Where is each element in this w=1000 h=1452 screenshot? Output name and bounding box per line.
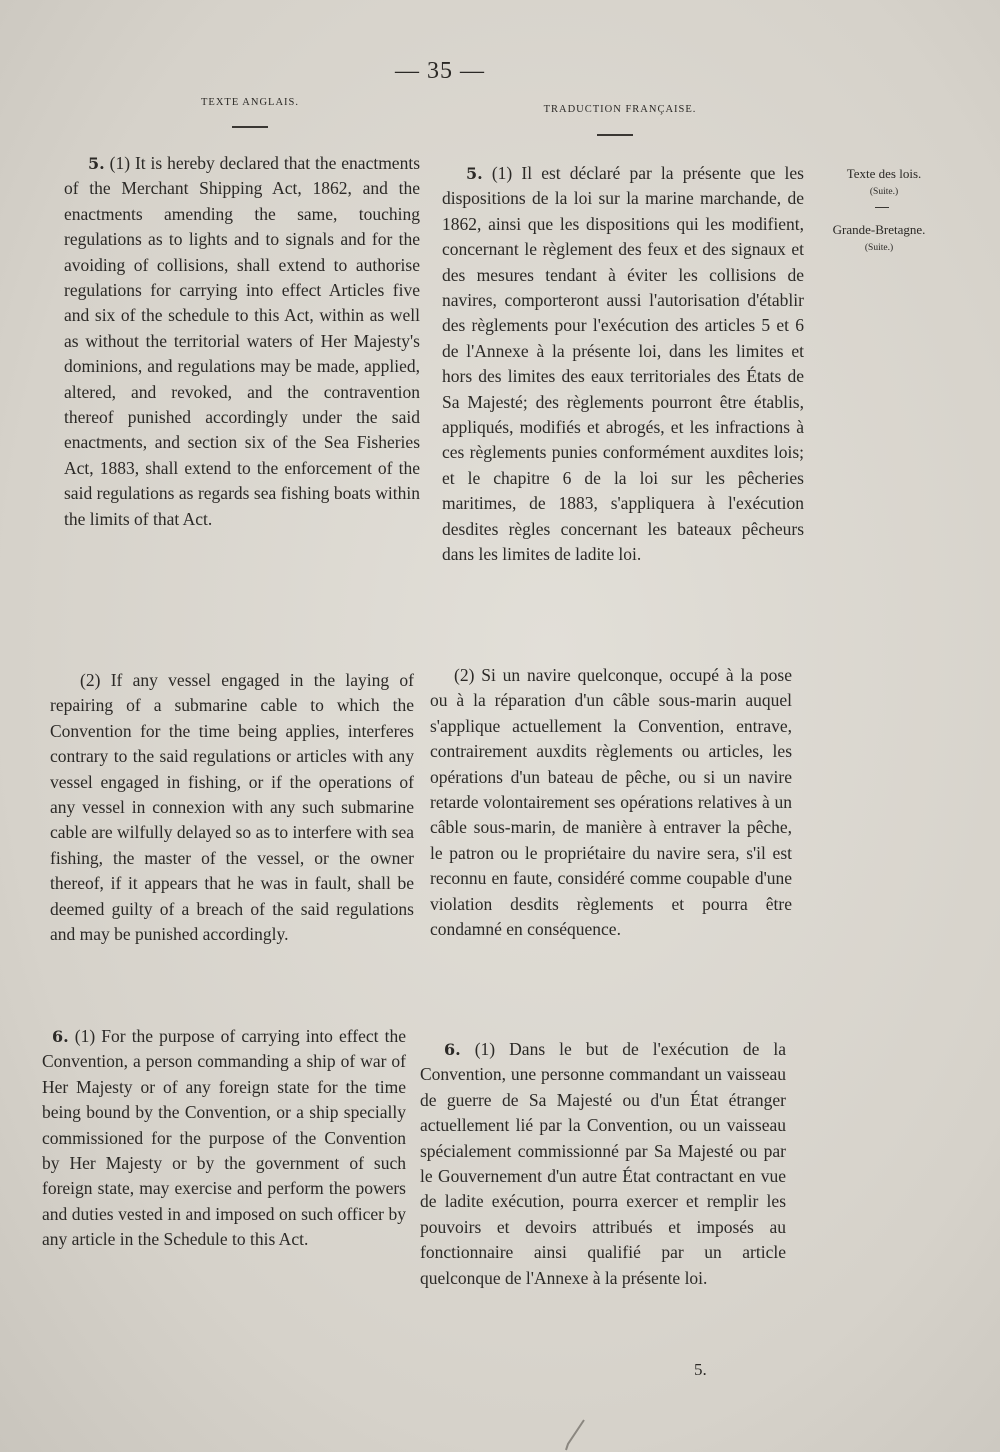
paragraph-text: (2) Si un navire quelconque, occupé à la pose ou à la réparation d'un câble sous-marin auquel s'applique actuellement la Convention, entrave, contrairement auxdits règlements ou articles, les opérations d'un bateau de pêche, ou si un navire retarde volontairement ses opérations relatives à un câble sous-marin, de manière à entraver la pêche, le patron ou le propriétaire du navire sera, s'il est reconnu en faute, considéré comme coupable d'une violation desdits règlements et pourra être condamné en conséquence. <box>430 665 792 940</box>
pen-stroke-icon <box>560 1418 590 1452</box>
english-title-rule <box>232 126 268 128</box>
margin-note-suite: (Suite.) <box>869 187 899 197</box>
section-number: 6. <box>52 1027 69 1046</box>
margin-note-line: Texte des lois. <box>846 166 922 181</box>
margin-note-grande-bretagne <box>814 221 944 257</box>
paragraph-text: (1) For the purpose of carrying into effect the Convention, a person commanding a ship of war of Her Majesty or of any foreign state for the time being bound by the Convention, or a ship specially commissioned for the purpose of the Convention by Her Majesty or by the government of such foreign state, may exercise and perform the powers and duties vested in and imposed on such officer by any article in the Schedule to this Act. <box>42 1026 406 1250</box>
section-number: 6. <box>444 1040 461 1059</box>
french-section-5-2 <box>430 663 792 942</box>
french-column-title: TRADUCTION FRANÇAISE. <box>543 104 697 115</box>
english-section-5-1 <box>64 151 420 532</box>
margin-note-suite: (Suite.) <box>864 243 894 253</box>
margin-note-rule <box>875 207 889 208</box>
french-section-6-1 <box>420 1037 786 1291</box>
paragraph-text: (2) If any vessel engaged in the laying of repairing of a submarine cable to which the Convention for the time being applies, interferes contrary to the said regulations or articles with any vessel engaged in fishing, or if the operations of any vessel in connexion with any such submarine cable are wilfully delayed so as to interfere with sea fishing, the master of the vessel, or the owner thereof, if it appears that he was in fault, shall be deemed guilty of a breach of the said regulations and may be punished accordingly. <box>50 670 414 945</box>
signature-mark: 5. <box>694 1360 707 1379</box>
section-number: 5. <box>466 164 483 183</box>
section-number: 5. <box>88 154 105 173</box>
english-section-5-2 <box>50 668 414 947</box>
english-column-title: TEXTE ANGLAIS. <box>201 97 299 108</box>
french-section-5-1 <box>442 161 804 568</box>
paragraph-text: (1) Il est déclaré par la présente que les dispositions de la loi sur la marine marchande, de 1862, ainsi que les dispositions qui les modifient, concernant le règlement des feux et des signaux et des mesures tendant à éviter les collisions de navires, comporteront aussi l'autorisation d'établir des règlements pour l'exécution des articles 5 et 6 de l'Annexe à la présente loi, dans les limites et hors des limites des eaux territoriales des États de Sa Majesté; des règlements pourront être établis, appliqués, modifiés et abrogés, et les infractions à ces règlements punies conformément auxdites lois; et le chapitre 6 de la loi sur les pêcheries maritimes, de 1883, s'appliquera à l'exécution desdites règles concernant les bateaux pêcheurs dans les limites de ladite loi. <box>442 163 804 565</box>
margin-note-line: Grande-Bretagne. <box>832 222 926 237</box>
page-number: — 35 — <box>395 58 485 84</box>
english-section-6-1 <box>42 1024 406 1253</box>
paragraph-text: (1) It is hereby declared that the enactments of the Merchant Shipping Act, 1862, and the enactments amending the same, touching regulations as to lights and to signals and for the avoiding of collisions, shall extend to authorise regulations for carrying into effect Articles five and six of the schedule to this Act, within as well as without the territorial waters of Her Majesty's dominions, and regulations may be made, applied, altered, and revoked, and the contravention thereof punished accordingly under the said enactments, and section six of the Sea Fisheries Act, 1883, shall extend to the enforcement of the said regulations as regards sea fishing boats within the limits of that Act. <box>64 153 420 529</box>
margin-note-texte-des-lois <box>824 165 944 201</box>
french-title-rule <box>597 134 633 136</box>
paragraph-text: (1) Dans le but de l'exécution de la Convention, une personne commandant un vaisseau de guerre de Sa Majesté ou d'un État étranger actuellement lié par la Convention, ou un vaisseau spécialement commissionné par Sa Majesté ou par le Gouvernement d'un autre État contractant en vue de ladite exécution, pourra exercer et remplir les pouvoirs et devoirs attribués et imposés au fonctionnaire ainsi qualifié par un article quelconque de l'Annexe à la présente loi. <box>420 1039 786 1288</box>
